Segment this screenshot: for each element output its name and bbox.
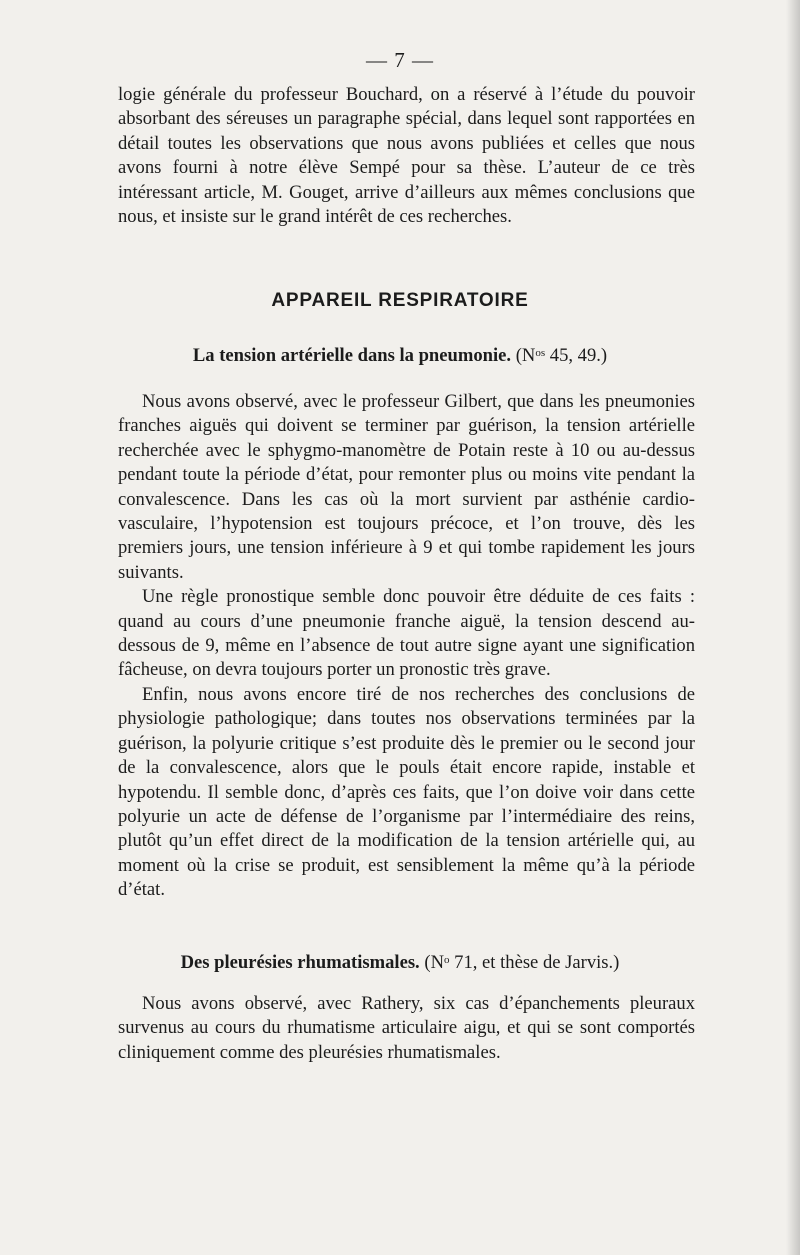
page-edge-shadow [786, 0, 800, 1255]
subsection-1-ref-prefix: (N [515, 345, 536, 366]
paragraph: Une règle pronostique semble donc pouvoir être déduite de ces faits : quand au cours d’une pneumonie franche aiguë, la tension descend au-dessous de 9, même en l’absence de tout autre signe ayant une signification fâcheuse, on devra toujours porter un pronostic très grave. [118, 586, 695, 681]
subsection-2-heading [0, 952, 800, 974]
subsection-1-ref-suffix: 45, 49.) [545, 345, 608, 366]
intro-paragraph-block [118, 83, 695, 229]
subsection-1-heading [0, 345, 800, 367]
subsection-2-title: Des pleurésies rhumatismales. [180, 952, 420, 973]
subsection-2-ref-prefix: (N [424, 952, 444, 973]
paragraph: Enfin, nous avons encore tiré de nos recherches des conclusions de physiologie pathologique; dans toutes nos observations terminées par la guérison, la polyurie critique s’est produite dès le premier ou le second jour de la convalescence, alors que le pouls était encore rapide, instable et hypotendu. Il semble donc, d’après ces faits, que l’on doive voir dans cette polyurie un acte de défense de l’organisme par l’intermédiaire des reins, plutôt qu’un effet direct de la modification de la tension artérielle qui, au moment où la crise se produit, est sensiblement la même qu’à la période d’état. [118, 683, 695, 901]
section-title: APPAREIL RESPIRATOIRE [271, 290, 529, 311]
subsection-2-ref-sup: o [444, 954, 450, 966]
paragraph: Nous avons observé, avec Rathery, six cas d’épanchements pleuraux survenus au cours du rhumatisme articulaire aigu, et qui se sont comportés cliniquement comme des pleurésies rhumatismales. [118, 993, 695, 1063]
subsection-2-body [118, 992, 695, 1065]
page-number: — 7 — [366, 48, 434, 72]
paragraph: Nous avons observé, avec le professeur Gilbert, que dans les pneumonies franches aiguës qui doivent se terminer par guérison, la tension artérielle recherchée avec le sphygmo-manomètre de Potain reste à 10 ou au-dessus pendant toute la période d’état, pour remonter plus ou moins vite pendant la convalescence. Dans les cas où la mort survient par asthénie cardio-vasculaire, l’hypotension est toujours précoce, et l’on trouve, dès les premiers jours, une tension inférieure à 9 et qui tombe rapidement les jours suivants. [118, 391, 695, 583]
subsection-1-title: La tension artérielle dans la pneumonie. [192, 345, 512, 366]
intro-paragraph: logie générale du professeur Bouchard, on a réservé à l’étude du pouvoir absorbant des séreuses un paragraphe spécial, dans lequel sont rapportées en détail toutes les observations que nous avons publiées et celles que nous avons fourni à notre élève Sempé pour sa thèse. L’auteur de ce très intéressant article, M. Gouget, arrive d’ailleurs aux mêmes conclusions que nous, et insiste sur le grand intérêt de ces recherches. [118, 84, 695, 228]
subsection-2-ref-suffix: 71, et thèse de Jarvis.) [449, 952, 620, 973]
subsection-1-body [118, 390, 695, 903]
subsection-1-ref-sup: os [535, 347, 546, 359]
